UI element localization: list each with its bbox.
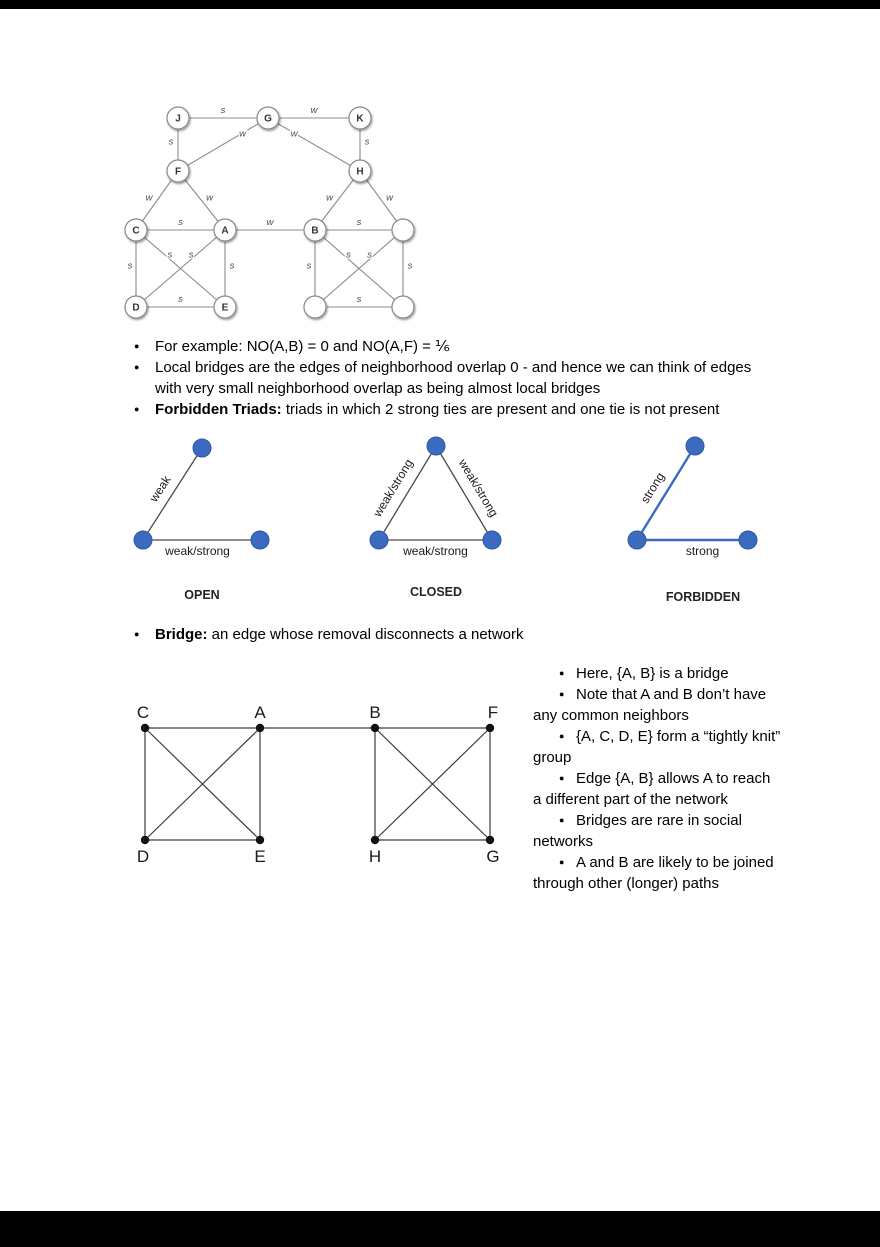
bullet-marker-icon: ● <box>134 341 140 351</box>
triad-caption: OPEN <box>184 588 220 602</box>
side-note-text: Bridges are rare in social networks <box>533 812 742 850</box>
tie-edge-label: w <box>310 105 318 116</box>
bullet-item <box>133 624 763 645</box>
side-note-text: {A, C, D, E} form a “tightly knit” group <box>533 728 781 766</box>
graph-node <box>304 296 326 318</box>
graph-node-label: C <box>132 225 140 237</box>
notes-bullet-list <box>133 336 763 420</box>
bridge-network-figure <box>110 685 530 885</box>
bottom-letterbox <box>0 1211 880 1247</box>
bridge-node <box>141 836 149 844</box>
bridge-node-label: F <box>487 703 499 722</box>
graph-node-label: K <box>356 113 364 125</box>
side-note-text: A and B are likely to be joined through other (longer) paths <box>533 854 774 892</box>
bullet-text: triads in which 2 strong ties are present and one tie is not present <box>281 401 720 418</box>
triad-node <box>686 437 704 455</box>
bullet-marker-icon: ● <box>134 404 140 414</box>
bridge-notes-list <box>533 663 781 894</box>
triad-node <box>739 531 757 549</box>
triad-edge-label: strong <box>637 470 668 506</box>
tie-edge-label: w <box>239 128 246 140</box>
triad-edge-label: strong <box>685 544 720 558</box>
triad-node <box>193 439 211 457</box>
bridge-node <box>256 724 264 732</box>
side-note-item <box>533 663 781 684</box>
tie-edge-label: w <box>145 192 153 204</box>
bullet-marker-icon: ● <box>559 731 565 741</box>
bridge-node-label: A <box>254 703 266 722</box>
bullet-text: an edge whose removal disconnects a network <box>207 626 524 643</box>
tie-edge-label: w <box>266 217 274 228</box>
bridge-node-label: D <box>136 847 150 866</box>
tie-edge-label: s <box>178 294 183 305</box>
bridge-node <box>486 724 494 732</box>
triad-edge-label: weak/strong <box>403 544 468 558</box>
triad-node <box>370 531 388 549</box>
tie-edge-label: s <box>168 136 174 148</box>
bullet-marker-icon: ● <box>559 689 565 699</box>
bridge-node <box>371 724 379 732</box>
triad-caption: CLOSED <box>409 585 463 599</box>
triad-edge-label: weak/strong <box>370 456 416 520</box>
tie-edge-label: s <box>356 217 362 228</box>
tie-edge-label: s <box>229 260 235 272</box>
graph-node-label: J <box>175 113 181 125</box>
tie-edge-label: w <box>206 192 213 204</box>
graph-node <box>392 219 414 241</box>
side-note-item <box>533 810 781 852</box>
tie-edge-label: s <box>127 260 133 272</box>
bullet-bold-text: Forbidden Triads: <box>155 401 282 418</box>
triad-edge-label: weak <box>146 473 174 505</box>
bullet-marker-icon: ● <box>559 857 565 867</box>
graph-node-label: G <box>264 113 272 125</box>
tie-edge-label: w <box>386 192 393 204</box>
side-note-item <box>533 684 781 726</box>
bullet-bold-text: Bridge: <box>155 626 208 643</box>
bridge-definition-list <box>133 624 763 645</box>
triad-node <box>628 531 646 549</box>
triad-caption: FORBIDDEN <box>665 590 741 604</box>
graph-node-label: H <box>356 166 364 178</box>
tie-edge-label: s <box>346 249 351 261</box>
bullet-item <box>133 399 763 420</box>
side-note-item <box>533 726 781 768</box>
bullet-text: Local bridges are the edges of neighborhood overlap 0 - and hence we can think of edges with very small neighborhood overlap as being almost local bridges <box>155 359 752 397</box>
side-note-text: Edge {A, B} allows A to reach a different part of the network <box>533 770 771 808</box>
triad-node <box>134 531 152 549</box>
tie-edge-label: s <box>367 249 372 261</box>
bridge-node <box>371 836 379 844</box>
tie-edge-label: s <box>220 105 226 116</box>
strong-weak-ties-graph <box>90 90 440 340</box>
graph-node-label: E <box>221 302 229 314</box>
bridge-node-label: G <box>486 847 500 866</box>
bullet-marker-icon: ● <box>559 773 565 783</box>
tie-edge-label: s <box>167 249 173 261</box>
bullet-item <box>133 357 763 399</box>
bullet-marker-icon: ● <box>559 815 565 825</box>
triad-node <box>427 437 445 455</box>
graph-node-label: A <box>221 225 229 237</box>
bridge-node-label: E <box>254 847 266 866</box>
side-note-item <box>533 852 781 894</box>
tie-edge-label: s <box>364 136 370 148</box>
bridge-node-label: H <box>368 847 382 866</box>
side-note-text: Here, {A, B} is a bridge <box>576 665 729 682</box>
tie-edge-label: s <box>356 294 362 305</box>
bridge-node-label: C <box>136 703 150 722</box>
triad-edge-label: weak/strong <box>165 544 230 558</box>
bullet-marker-icon: ● <box>134 629 140 639</box>
graph-node-label: B <box>311 225 319 237</box>
side-note-item <box>533 768 781 810</box>
bullet-item <box>133 336 763 357</box>
tie-edge <box>178 118 268 171</box>
triad-edge-label: weak/strong <box>455 456 502 520</box>
tie-edge-label: s <box>306 260 312 272</box>
tie-edge-label: s <box>188 249 194 261</box>
bridge-node-label: B <box>369 703 381 722</box>
graph-node-label: D <box>132 302 140 314</box>
bridge-node <box>486 836 494 844</box>
top-letterbox <box>0 0 880 9</box>
bridge-node <box>141 724 149 732</box>
bullet-marker-icon: ● <box>559 668 565 678</box>
tie-edge-label: w <box>326 192 333 204</box>
tie-edge-label: w <box>290 128 298 140</box>
tie-edge-label: s <box>407 260 413 272</box>
side-note-text: Note that A and B don’t have any common neighbors <box>533 686 767 724</box>
triads-figure <box>100 425 800 615</box>
bullet-marker-icon: ● <box>134 362 140 372</box>
graph-node <box>392 296 414 318</box>
tie-edge <box>268 118 360 171</box>
bullet-text: For example: NO(A,B) = 0 and NO(A,F) = ⅙ <box>155 338 450 355</box>
tie-edge-label: s <box>178 217 183 228</box>
bridge-node <box>256 836 264 844</box>
triad-node <box>483 531 501 549</box>
triad-node <box>251 531 269 549</box>
graph-node-label: F <box>174 166 182 178</box>
